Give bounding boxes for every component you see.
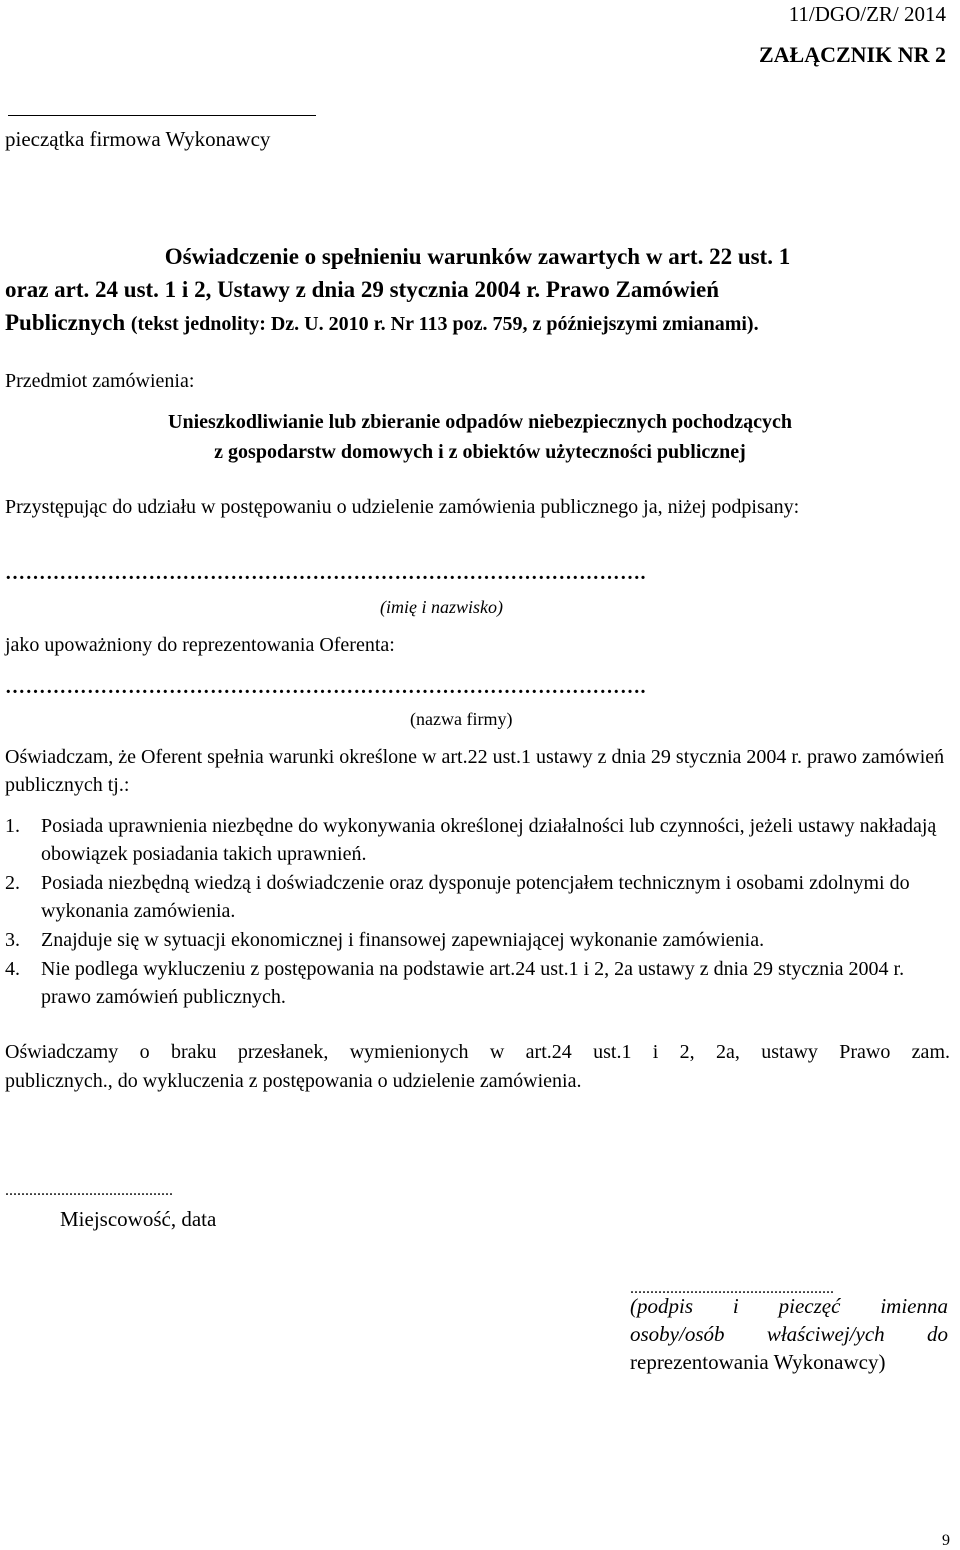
title-line-2: oraz art. 24 ust. 1 i 2, Ustawy z dnia 29 stycznia 2004 r. Prawo Zamówień (5, 277, 720, 302)
title-line-3-rest: (tekst jednolity: Dz. U. 2010 r. Nr 113 poz. 759, z późniejszymi zmianami). (130, 313, 759, 335)
company-field-caption: (nazwa firmy) (410, 709, 513, 729)
list-item-text: Nie podlega wykluczeniu z postępowania na podstawie art.24 ust.1 i 2, 2a ustawy z dnia 29 stycznia 2004 r. prawo zamówień publicznych. (41, 958, 905, 1008)
stamp-label: pieczątka firmowa Wykonawcy (5, 127, 271, 151)
signature-label-line-1: (podpis i pieczęć imienna (630, 1294, 948, 1318)
list-item (5, 869, 950, 925)
authorized-label: jako upoważniony do reprezentowania Oferenta: (5, 634, 395, 656)
list-item-text: Znajduje się w sytuacji ekonomicznej i finansowej zapewniającej wykonanie zamówienia. (41, 929, 765, 951)
final-statement (5, 1038, 950, 1096)
list-item (5, 812, 950, 868)
place-date-label: Miejscowość, data (60, 1207, 217, 1231)
signature-label (630, 1292, 948, 1376)
signature-label-line-2: osoby/osób właściwej/ych do (630, 1322, 948, 1346)
final-statement-line-2: publicznych., do wykluczenia z postępowania o udzielenie zamówienia. (5, 1070, 582, 1092)
signature-dots[interactable]: ................................................... (630, 1280, 834, 1297)
subject-line-1: Unieszkodliwianie lub zbieranie odpadów niebezpiecznych pochodzących (168, 411, 792, 433)
place-date-dots[interactable]: .......................................... (5, 1182, 173, 1199)
document-title (5, 240, 950, 341)
final-statement-line-1: Oświadczamy o braku przesłanek, wymienionych w art.24 ust.1 i 2, 2a, ustawy Prawo zam. (5, 1041, 950, 1063)
company-field-dots[interactable]: …………………………………………………………………………………. (5, 676, 646, 698)
name-field-dots[interactable]: …………………………………………………………………………………. (5, 562, 646, 584)
list-item-text: Posiada uprawnienia niezbędne do wykonywania określonej działalności lub czynności, jeżeli ustawy nakładają obowiązek posiadania takich uprawnień. (41, 815, 937, 865)
list-item-number: 2. (5, 872, 20, 894)
declaration-text: Oświadczam, że Oferent spełnia warunki określone w art.22 ust.1 ustawy z dnia 29 stycznia 2004 r. prawo zamówień publicznych tj.: (5, 746, 945, 796)
conditions-list (5, 812, 950, 1012)
list-item-number: 4. (5, 958, 20, 980)
list-item-number: 3. (5, 929, 20, 951)
page-number: 9 (942, 1532, 950, 1549)
subject-title (0, 407, 960, 467)
signature-label-line-3: reprezentowania Wykonawcy) (630, 1350, 886, 1374)
list-item (5, 926, 950, 954)
intro-text: Przystępując do udziału w postępowaniu o udzielenie zamówienia publicznego ja, niżej podpisany: (5, 496, 800, 518)
list-item (5, 955, 950, 1011)
list-item-text: Posiada niezbędną wiedzą i doświadczenie oraz dysponuje potencjałem technicznym i osobami zdolnymi do wykonania zamówienia. (41, 872, 910, 922)
reference-number: 11/DGO/ZR/ 2014 (788, 2, 946, 26)
name-field-caption: (imię i nazwisko) (380, 597, 503, 617)
list-item-number: 1. (5, 815, 20, 837)
annex-number: ZAŁĄCZNIK NR 2 (758, 42, 946, 67)
subject-line-2: z gospodarstw domowych i z obiektów użyteczności publicznej (214, 441, 746, 463)
title-line-3-main: Publicznych (5, 310, 126, 335)
title-line-1: Oświadczenie o spełnieniu warunków zawartych w art. 22 ust. 1 (164, 244, 791, 269)
stamp-line (8, 115, 316, 116)
subject-label: Przedmiot zamówienia: (5, 370, 195, 392)
